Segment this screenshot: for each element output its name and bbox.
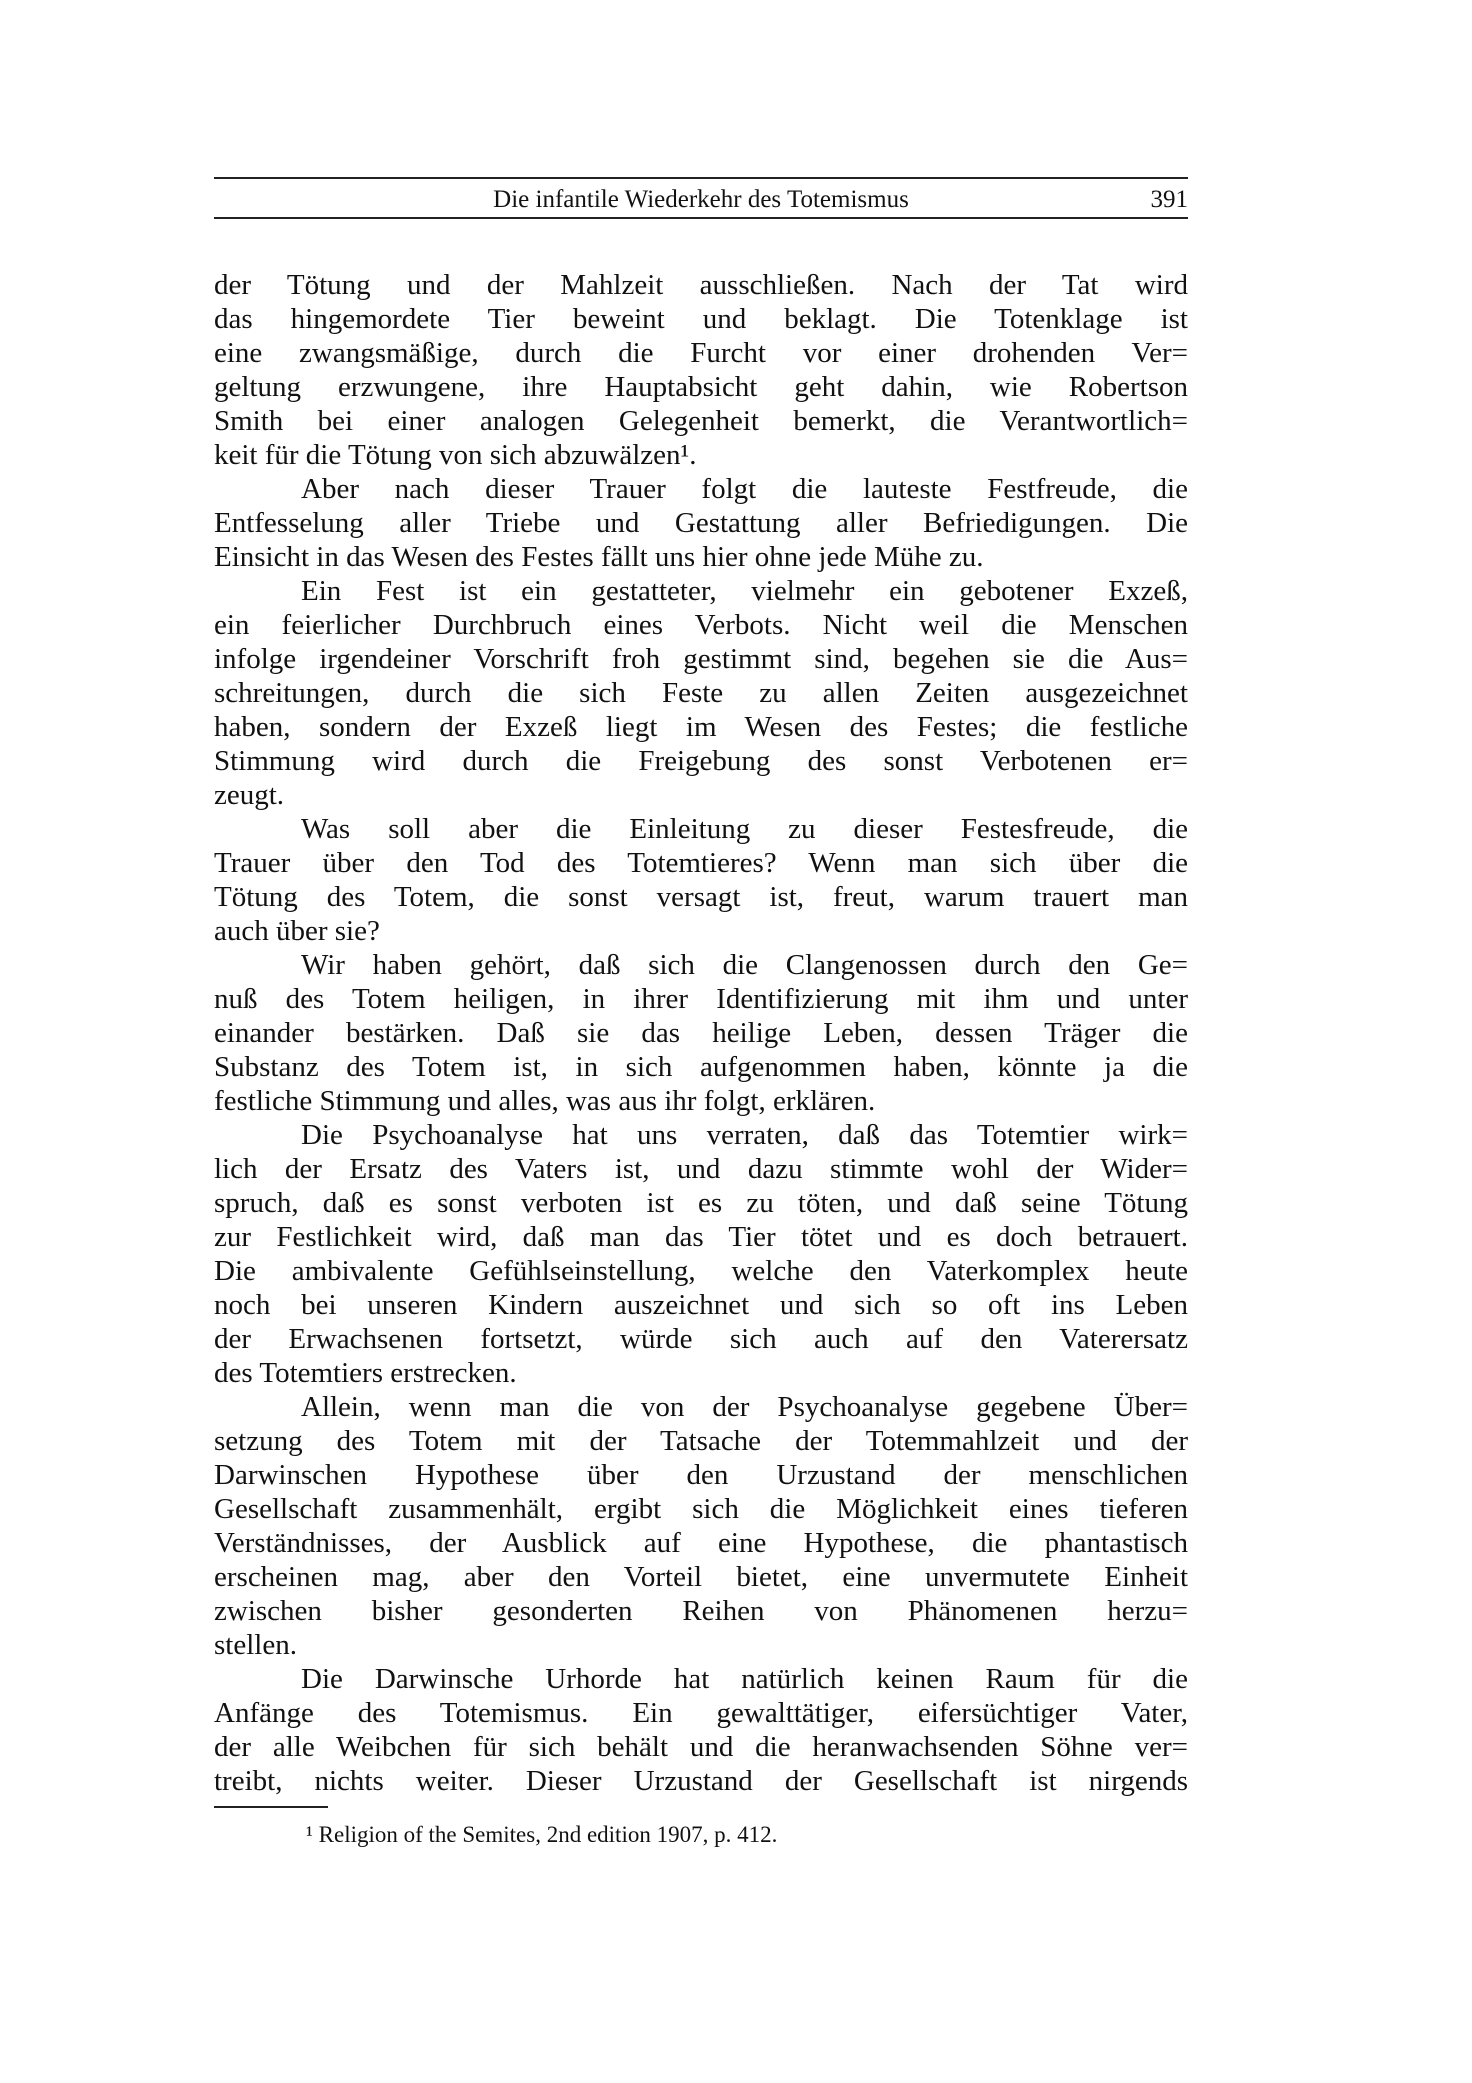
running-title: Die infantile Wiederkehr des Totemismus bbox=[493, 186, 909, 213]
text-line: Aber nach dieser Trauer folgt die lauteste Festfreude, die bbox=[301, 473, 1188, 505]
paragraph bbox=[214, 1662, 1188, 1798]
header-rule-top bbox=[214, 177, 1188, 179]
text-line: spruch, daß es sonst verboten ist es zu töten, und daß seine Tötung bbox=[214, 1187, 1188, 1219]
text-line: haben, sondern der Exzeß liegt im Wesen des Festes; die festliche bbox=[214, 711, 1188, 743]
text-line: geltung erzwungene, ihre Hauptabsicht geht dahin, wie Robertson bbox=[214, 371, 1188, 403]
text-line: lich der Ersatz des Vaters ist, und dazu stimmte wohl der Wider= bbox=[214, 1153, 1188, 1185]
text-line: Allein, wenn man die von der Psychoanalyse gegebene Über= bbox=[301, 1391, 1188, 1423]
text-line: Stimmung wird durch die Freigebung des sonst Verbotenen er= bbox=[214, 745, 1188, 777]
text-line: das hingemordete Tier beweint und beklagt. Die Totenklage ist bbox=[214, 303, 1188, 335]
text-line: Substanz des Totem ist, in sich aufgenommen haben, könnte ja die bbox=[214, 1051, 1188, 1083]
text-line: auch über sie? bbox=[214, 915, 380, 947]
footnote: ¹ Religion of the Semites, 2nd edition 1907, p. 412. bbox=[306, 1822, 778, 1847]
header-rule-bottom bbox=[214, 217, 1188, 219]
text-line: Entfesselung aller Triebe und Gestattung aller Befriedigungen. Die bbox=[214, 507, 1188, 539]
text-line: Die Darwinsche Urhorde hat natürlich keinen Raum für die bbox=[301, 1663, 1188, 1695]
text-line: der alle Weibchen für sich behält und die heranwachsenden Söhne ver= bbox=[214, 1731, 1188, 1763]
text-line: stellen. bbox=[214, 1629, 297, 1661]
text-line: Gesellschaft zusammenhält, ergibt sich die Möglichkeit eines tieferen bbox=[214, 1493, 1188, 1525]
body-text bbox=[214, 268, 1188, 1798]
text-line: der Erwachsenen fortsetzt, würde sich auch auf den Vaterersatz bbox=[214, 1323, 1188, 1355]
text-line: Die ambivalente Gefühlseinstellung, welche den Vaterkomplex heute bbox=[214, 1255, 1188, 1287]
page-number: 391 bbox=[1150, 186, 1188, 213]
text-line: nuß des Totem heiligen, in ihrer Identifizierung mit ihm und unter bbox=[214, 983, 1188, 1015]
text-line: zur Festlichkeit wird, daß man das Tier tötet und es doch betrauert. bbox=[214, 1221, 1188, 1253]
text-line: der Tötung und der Mahlzeit ausschließen. Nach der Tat wird bbox=[214, 269, 1188, 301]
text-line: schreitungen, durch die sich Feste zu allen Zeiten ausgezeichnet bbox=[214, 677, 1188, 709]
text-line: zwischen bisher gesonderten Reihen von Phänomenen herzu= bbox=[214, 1595, 1188, 1627]
paragraph bbox=[214, 1118, 1188, 1390]
text-line: Ein Fest ist ein gestatteter, vielmehr ein gebotener Exzeß, bbox=[301, 575, 1188, 607]
paragraph bbox=[214, 574, 1188, 812]
text-line: Trauer über den Tod des Totemtieres? Wenn man sich über die bbox=[214, 847, 1188, 879]
text-line: Verständnisses, der Ausblick auf eine Hypothese, die phantastisch bbox=[214, 1527, 1188, 1559]
text-line: Was soll aber die Einleitung zu dieser Festesfreude, die bbox=[301, 813, 1188, 845]
text-line: des Totemtiers erstrecken. bbox=[214, 1357, 517, 1389]
text-line: Darwinschen Hypothese über den Urzustand der menschlichen bbox=[214, 1459, 1188, 1491]
text-line: Anfänge des Totemismus. Ein gewalttätiger, eifersüchtiger Vater, bbox=[214, 1697, 1188, 1729]
paragraph bbox=[214, 1390, 1188, 1662]
paragraph bbox=[214, 268, 1188, 472]
text-line: einander bestärken. Daß sie das heilige Leben, dessen Träger die bbox=[214, 1017, 1188, 1049]
text-line: Tötung des Totem, die sonst versagt ist, freut, warum trauert man bbox=[214, 881, 1188, 913]
text-line: Smith bei einer analogen Gelegenheit bemerkt, die Verantwortlich= bbox=[214, 405, 1188, 437]
text-line: zeugt. bbox=[214, 779, 285, 811]
paragraph bbox=[214, 948, 1188, 1118]
text-line: infolge irgendeiner Vorschrift froh gestimmt sind, begehen sie die Aus= bbox=[214, 643, 1188, 675]
text-line: noch bei unseren Kindern auszeichnet und sich so oft ins Leben bbox=[214, 1289, 1188, 1321]
text-line: festliche Stimmung und alles, was aus ihr folgt, erklären. bbox=[214, 1085, 876, 1117]
text-line: Die Psychoanalyse hat uns verraten, daß das Totemtier wirk= bbox=[301, 1119, 1188, 1151]
text-line: keit für die Tötung von sich abzuwälzen¹. bbox=[214, 439, 697, 471]
text-line: Wir haben gehört, daß sich die Clangenossen durch den Ge= bbox=[301, 949, 1188, 981]
text-line: treibt, nichts weiter. Dieser Urzustand der Gesellschaft ist nirgends bbox=[214, 1765, 1188, 1797]
footnote-rule bbox=[214, 1806, 328, 1808]
text-line: ein feierlicher Durchbruch eines Verbots. Nicht weil die Menschen bbox=[214, 609, 1188, 641]
text-line: setzung des Totem mit der Tatsache der Totemmahlzeit und der bbox=[214, 1425, 1188, 1457]
paragraph bbox=[214, 472, 1188, 574]
paragraph bbox=[214, 812, 1188, 948]
text-line: erscheinen mag, aber den Vorteil bietet, eine unvermutete Einheit bbox=[214, 1561, 1188, 1593]
text-line: Einsicht in das Wesen des Festes fällt uns hier ohne jede Mühe zu. bbox=[214, 541, 984, 573]
text-line: eine zwangsmäßige, durch die Furcht vor einer drohenden Ver= bbox=[214, 337, 1188, 369]
